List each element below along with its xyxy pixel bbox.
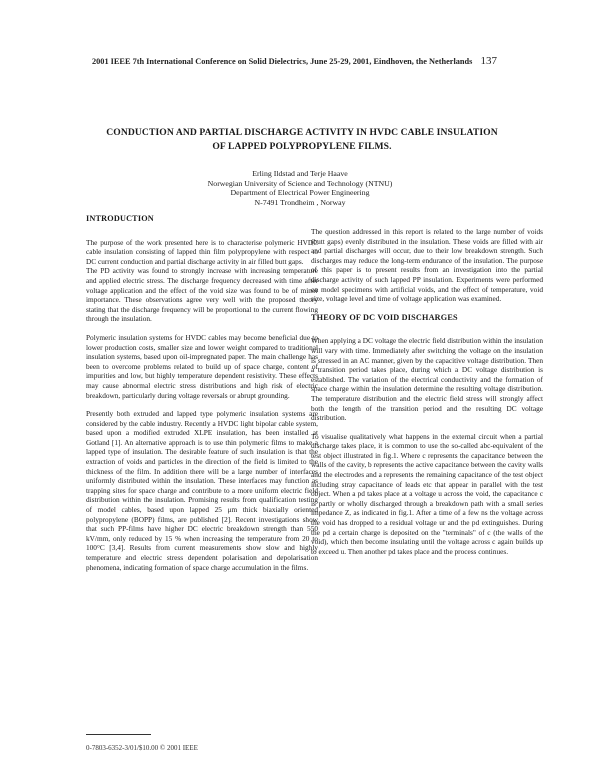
author-block [150, 169, 450, 207]
author-address: N-7491 Trondheim , Norway [254, 197, 346, 207]
footnote-rule [86, 734, 151, 735]
paragraph: The PD activity was found to strongly increase with increasing temperature and applied electric stress. The discharge frequency decreased with time after voltage application and the effect of the void size was found to be of minor importance. These observations agree very well with the proposed theory stating that the discharge frequency will be proportional to the current flowing through the insulation. [86, 266, 318, 324]
author-department: Department of Electrical Power Engineering [230, 188, 370, 197]
section-heading-introduction: INTRODUCTION [86, 214, 154, 223]
author-names: Erling Ildstad and Terje Haave [252, 169, 348, 178]
right-column [311, 227, 543, 565]
paragraph: The purpose of the work presented here is to characterise polymeric HVDC cable insulation consisting of lapped thin film polypropylene with respect to DC current conduction and partial discharge activity in air filled butt gaps. [86, 237, 318, 266]
paragraph: Presently both extruded and lapped type polymeric insulation systems are considered by the cable industry. Recently a HVDC light bipolar cable system, based upon a modified extruded XLPE insulation, has been installed at Gotland [1]. An alternative approach is to use thin polymeric films to make a lapped type of insulation. The desirable feature of such insulation is that the extraction of voids and particles in the direction of the field is limited to the thickness of the film. In addition there will be a large number of interfaces uniformly distributed within the insulation. These interfaces may function as trapping sites for space charge and contribute to a more uniform electric field distribution within the insulation. Promising results from qualification testing of model cables, based upon lapped 25 μm thick biaxially oriented polypropylene (BOPP) films, are published [2]. Recent investigations show that such PP-films have higher DC electric breakdown strength than 550 kV/mm, only reduced by 15 % when increasing the temperature from 20 to 100°C [3,4]. Results from current measurements show slow and highly temperature and electric stress dependent polarisation and depolarisation phenomena, indicating formation of space charge accumulation in the films. [86, 409, 318, 572]
title-line-1: CONDUCTION AND PARTIAL DISCHARGE ACTIVITY IN HVDC CABLE INSULATION [106, 127, 498, 138]
title-line-2: OF LAPPED POLYPROPYLENE FILMS. [212, 141, 392, 152]
paper-title [60, 126, 544, 154]
copyright-footer: 0-7803-6352-3/01/$10.00 © 2001 IEEE [86, 744, 198, 752]
paragraph: Polymeric insulation systems for HVDC cables may become beneficial due to lower production costs, smaller size and lower weight compared to traditional insulation systems, based upon oil-impregnated paper. The main challenge has been to overcome problems related to build up of space charge, content of impurities and low, but highly temperature dependent resistivity. These effects may cause abnormal electric stress distributions and high risk of electric breakdown, particularly during voltage reversals or abrupt grounding. [86, 332, 318, 400]
author-university: Norwegian University of Science and Technology (NTNU) [207, 178, 393, 188]
left-column [86, 214, 318, 581]
paragraph: The question addressed in this report is related to the large number of voids (butt gaps) evenly distributed in the insulation. These voids are filled with air and partial discharges will occur, due to their low breakdown strength. Such discharges may reduce the long-term endurance of the insulation. The purpose of this paper is to present results from an investigation into the partial discharge activity of such lapped PP insulation. Experiments were performed on model specimens with artificial voids, and the effect of temperature, void size, voltage level and time of voltage application was examined. [311, 227, 543, 304]
running-header [92, 55, 522, 67]
paragraph: When applying a DC voltage the electric field distribution within the insulation will vary with time. Immediately after switching the voltage on the insulation is stressed in an AC manner, given by the capacitive voltage distribution. Then a transition period takes place, during which a DC voltage distribution is established. The variation of the electrical conductivity and the formation of space charge within the insulation determine the resulting voltage distribution. The temperature distribution and the electric field stress will strongly affect both the length of the transition period and the resulting DC voltage distribution. [311, 336, 543, 423]
running-head-text: 2001 IEEE 7th International Conference on Solid Dielectrics, June 25-29, 2001, Eindhoven, the Netherlands [92, 57, 473, 66]
paragraph: To visualise qualitatively what happens in the external circuit when a partial discharge takes place, it is common to use the so-called abc-equivalent of the test object illustrated in fig.1. Where c represents the capacitance between the walls of the cavity, b represents the active capacitance between the cavity walls and the electrodes and a represents the remaining capacitance of the test object including stray capacitance of leads etc that appear in parallel with the test object. When a pd takes place at a voltage u across the void, the capacitance c is partly or wholly discharged through a breakdown path with a small series impedance Z, as indicated in fig.1. After a time of a few ns the voltage across the void has dropped to a residual voltage ur and the pd extinguishes. During the pd a certain charge is deposited on the "terminals" of c (the walls of the void), which then become insulating until the voltage across c again builds up to exceed u. Then another pd takes place and the process continues. [311, 431, 543, 556]
section-heading-theory: THEORY OF DC VOID DISCHARGES [311, 312, 458, 322]
page-number: 137 [480, 55, 497, 67]
